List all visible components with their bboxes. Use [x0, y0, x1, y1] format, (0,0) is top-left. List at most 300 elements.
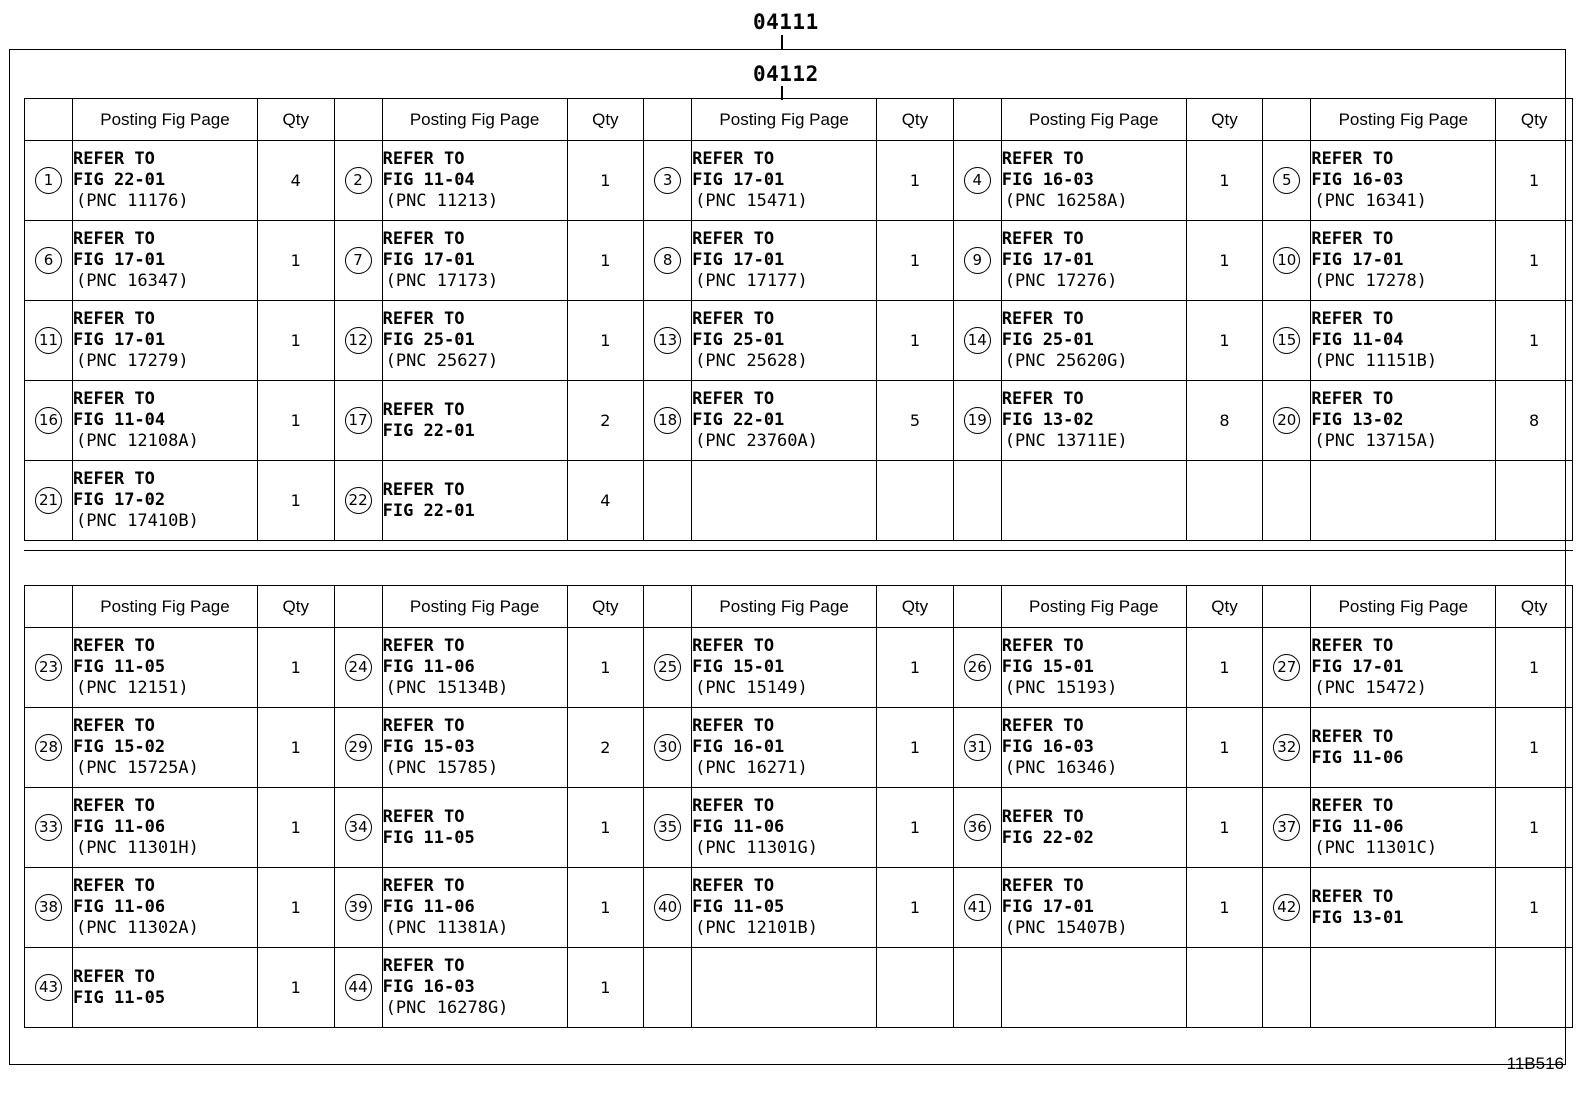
qty-cell: 1	[1186, 868, 1263, 948]
posting-ref-cell	[1001, 708, 1186, 788]
refer-to-text: REFER TO	[382, 956, 465, 976]
label-04111: 04111	[753, 10, 819, 34]
table-row	[25, 708, 1573, 788]
item-number-cell	[644, 788, 692, 868]
item-number-cell	[1263, 461, 1311, 541]
qty-cell: 1	[1496, 868, 1573, 948]
item-number-badge: 44	[345, 974, 372, 1001]
item-number-cell	[1263, 628, 1311, 708]
refer-to-text: REFER TO	[382, 716, 465, 736]
refer-to-text: REFER TO	[1001, 716, 1084, 736]
item-number-badge: 9	[964, 247, 991, 274]
fig-reference: FIG 22-02	[1001, 827, 1094, 848]
item-number-badge: 38	[35, 894, 62, 921]
refer-to-text: REFER TO	[382, 876, 465, 896]
pnc-reference: (PNC 15149)	[695, 678, 808, 698]
header-number-cell	[25, 99, 73, 141]
qty-cell: 1	[877, 788, 954, 868]
qty-cell: 1	[877, 301, 954, 381]
refer-to-text: REFER TO	[692, 149, 775, 169]
refer-to-text: REFER TO	[73, 636, 155, 656]
item-number-badge: 12	[345, 327, 372, 354]
header-number-cell	[644, 99, 692, 141]
item-number-cell	[25, 788, 73, 868]
refer-to-text: REFER TO	[692, 389, 775, 409]
item-number-cell	[644, 141, 692, 221]
refer-to-text: REFER TO	[1311, 149, 1394, 169]
table-row	[25, 948, 1573, 1028]
fig-reference: FIG 11-04	[1311, 330, 1404, 350]
header-number-cell	[1263, 99, 1311, 141]
item-number-badge: 33	[35, 814, 62, 841]
qty-cell: 1	[257, 381, 334, 461]
qty-cell: 8	[1186, 381, 1263, 461]
item-number-badge: 31	[964, 734, 991, 761]
qty-cell	[877, 461, 954, 541]
qty-cell: 1	[1186, 141, 1263, 221]
posting-ref-cell	[1001, 381, 1186, 461]
pnc-reference: (PNC 16346)	[1004, 758, 1118, 778]
item-number-badge: 1	[35, 167, 62, 194]
fig-reference: FIG 17-01	[1311, 657, 1404, 677]
parts-table-upper	[24, 98, 1573, 541]
pnc-reference: (PNC 15193)	[1004, 678, 1118, 698]
posting-ref-cell	[382, 381, 567, 461]
item-number-badge: 39	[345, 894, 372, 921]
fig-reference: FIG 15-01	[692, 657, 785, 677]
refer-to-text: REFER TO	[692, 309, 775, 329]
header-posting-fig-page: Posting Fig Page	[1001, 99, 1186, 141]
table-row	[25, 788, 1573, 868]
parts-table-lower	[24, 585, 1573, 1028]
item-number-cell	[25, 868, 73, 948]
posting-ref-cell	[692, 301, 877, 381]
qty-cell: 1	[1186, 788, 1263, 868]
item-number-cell	[25, 948, 73, 1028]
posting-ref-cell	[692, 628, 877, 708]
qty-cell: 1	[567, 868, 644, 948]
header-posting-fig-page: Posting Fig Page	[382, 99, 567, 141]
fig-reference: FIG 25-01	[1001, 330, 1094, 350]
refer-to-text: REFER TO	[73, 796, 155, 816]
posting-ref-cell	[1311, 141, 1496, 221]
fig-reference: FIG 11-04	[382, 170, 475, 190]
pnc-reference: (PNC 16347)	[76, 271, 189, 291]
refer-to-text: REFER TO	[73, 469, 155, 489]
item-number-badge: 20	[1273, 407, 1300, 434]
header-number-cell	[953, 586, 1001, 628]
refer-to-text: REFER TO	[382, 479, 465, 500]
header-qty: Qty	[567, 586, 644, 628]
item-number-badge: 16	[35, 407, 62, 434]
posting-ref-cell	[73, 628, 258, 708]
pnc-reference: (PNC 11381A)	[385, 918, 509, 938]
pnc-reference: (PNC 11301C)	[1314, 838, 1438, 858]
fig-reference: FIG 17-01	[382, 250, 475, 270]
fig-reference: FIG 17-01	[1001, 250, 1094, 270]
refer-to-text: REFER TO	[73, 716, 155, 736]
header-posting-fig-page: Posting Fig Page	[692, 99, 877, 141]
qty-cell: 1	[257, 461, 334, 541]
posting-ref-cell	[73, 141, 258, 221]
posting-ref-cell	[692, 221, 877, 301]
qty-cell: 1	[1496, 628, 1573, 708]
fig-reference: FIG 13-02	[1311, 410, 1404, 430]
item-number-badge: 36	[964, 814, 991, 841]
item-number-badge: 25	[654, 654, 681, 681]
posting-ref-cell	[1001, 461, 1186, 541]
refer-to-text: REFER TO	[73, 966, 155, 987]
qty-cell: 1	[257, 221, 334, 301]
qty-cell: 1	[567, 301, 644, 381]
posting-ref-cell	[73, 381, 258, 461]
item-number-cell	[644, 628, 692, 708]
item-number-badge: 23	[35, 654, 62, 681]
qty-cell: 1	[1496, 788, 1573, 868]
refer-to-text: REFER TO	[692, 636, 775, 656]
item-number-badge: 32	[1273, 734, 1300, 761]
refer-to-text: REFER TO	[382, 399, 465, 420]
qty-cell: 1	[257, 708, 334, 788]
posting-ref-cell	[73, 221, 258, 301]
posting-ref-cell	[382, 141, 567, 221]
fig-reference: FIG 11-05	[382, 827, 475, 848]
fig-reference: FIG 16-01	[692, 737, 785, 757]
qty-cell: 1	[1186, 301, 1263, 381]
item-number-badge: 3	[654, 167, 681, 194]
qty-cell: 1	[257, 301, 334, 381]
qty-cell: 1	[567, 221, 644, 301]
item-number-badge: 37	[1273, 814, 1300, 841]
item-number-badge: 11	[35, 327, 62, 354]
leader-line-outer	[781, 35, 783, 49]
table-row	[25, 461, 1573, 541]
item-number-badge: 29	[345, 734, 372, 761]
fig-reference: FIG 11-05	[73, 657, 166, 677]
fig-reference: FIG 17-01	[692, 250, 785, 270]
refer-to-text: REFER TO	[1311, 636, 1394, 656]
pnc-reference: (PNC 11176)	[76, 191, 189, 211]
posting-ref-cell	[382, 221, 567, 301]
pnc-reference: (PNC 17279)	[76, 351, 189, 371]
item-number-badge: 18	[654, 407, 681, 434]
posting-ref-cell	[382, 628, 567, 708]
fig-reference: FIG 16-03	[1001, 737, 1094, 757]
item-number-cell	[644, 868, 692, 948]
header-qty: Qty	[257, 586, 334, 628]
refer-to-text: REFER TO	[382, 309, 465, 329]
header-row	[25, 586, 1573, 628]
item-number-cell	[25, 461, 73, 541]
fig-reference: FIG 22-01	[382, 500, 475, 521]
item-number-badge: 14	[964, 327, 991, 354]
pnc-reference: (PNC 15134B)	[385, 678, 509, 698]
posting-ref-cell	[1311, 628, 1496, 708]
header-number-cell	[334, 586, 382, 628]
item-number-cell	[334, 301, 382, 381]
pnc-reference: (PNC 15407B)	[1004, 918, 1128, 938]
refer-to-text: REFER TO	[1001, 309, 1084, 329]
qty-cell	[1496, 948, 1573, 1028]
qty-cell: 1	[1496, 221, 1573, 301]
fig-reference: FIG 13-01	[1311, 907, 1404, 928]
item-number-badge: 43	[35, 974, 62, 1001]
pnc-reference: (PNC 15472)	[1314, 678, 1427, 698]
refer-to-text: REFER TO	[692, 796, 775, 816]
pnc-reference: (PNC 17278)	[1314, 271, 1427, 291]
qty-cell: 1	[257, 628, 334, 708]
posting-ref-cell	[1311, 221, 1496, 301]
posting-ref-cell	[382, 868, 567, 948]
qty-cell: 1	[1496, 708, 1573, 788]
item-number-badge: 5	[1273, 167, 1300, 194]
posting-ref-cell	[382, 948, 567, 1028]
pnc-reference: (PNC 25620G)	[1004, 351, 1128, 371]
header-qty: Qty	[257, 99, 334, 141]
header-number-cell	[953, 99, 1001, 141]
fig-reference: FIG 17-01	[73, 250, 166, 270]
posting-ref-cell	[692, 141, 877, 221]
qty-cell: 2	[567, 708, 644, 788]
label-04112: 04112	[753, 62, 819, 86]
item-number-cell	[25, 301, 73, 381]
posting-ref-cell	[692, 381, 877, 461]
header-posting-fig-page: Posting Fig Page	[1311, 586, 1496, 628]
subassembly-divider	[24, 550, 1573, 551]
fig-reference: FIG 22-01	[692, 410, 785, 430]
posting-ref-cell	[1311, 788, 1496, 868]
fig-reference: FIG 11-05	[73, 987, 166, 1008]
item-number-badge: 26	[964, 654, 991, 681]
posting-ref-cell	[73, 948, 258, 1028]
qty-cell	[1186, 461, 1263, 541]
item-number-badge: 35	[654, 814, 681, 841]
refer-to-text: REFER TO	[1311, 726, 1394, 747]
qty-cell: 1	[877, 708, 954, 788]
table-row	[25, 221, 1573, 301]
fig-reference: FIG 15-03	[382, 737, 475, 757]
fig-reference: FIG 25-01	[692, 330, 785, 350]
header-qty: Qty	[1496, 586, 1573, 628]
pnc-reference: (PNC 15725A)	[76, 758, 199, 778]
header-qty: Qty	[567, 99, 644, 141]
header-number-cell	[334, 99, 382, 141]
pnc-reference: (PNC 16271)	[695, 758, 808, 778]
item-number-cell	[953, 948, 1001, 1028]
fig-reference: FIG 11-06	[73, 817, 166, 837]
posting-ref-cell	[73, 788, 258, 868]
refer-to-text: REFER TO	[1001, 876, 1084, 896]
posting-ref-cell	[692, 788, 877, 868]
item-number-badge: 34	[345, 814, 372, 841]
posting-ref-cell	[1001, 788, 1186, 868]
item-number-cell	[1263, 381, 1311, 461]
item-number-cell	[1263, 141, 1311, 221]
fig-reference: FIG 16-03	[382, 977, 475, 997]
item-number-badge: 7	[345, 247, 372, 274]
item-number-cell	[953, 301, 1001, 381]
fig-reference: FIG 11-06	[692, 817, 785, 837]
fig-reference: FIG 11-04	[73, 410, 166, 430]
posting-ref-cell	[1001, 628, 1186, 708]
header-posting-fig-page: Posting Fig Page	[1001, 586, 1186, 628]
item-number-cell	[25, 141, 73, 221]
item-number-cell	[334, 141, 382, 221]
qty-cell: 1	[877, 141, 954, 221]
item-number-cell	[334, 788, 382, 868]
item-number-cell	[25, 221, 73, 301]
refer-to-text: REFER TO	[692, 716, 775, 736]
item-number-badge: 27	[1273, 654, 1300, 681]
qty-cell: 1	[1186, 221, 1263, 301]
header-qty: Qty	[1186, 99, 1263, 141]
qty-cell: 1	[1186, 708, 1263, 788]
item-number-cell	[25, 708, 73, 788]
header-number-cell	[644, 586, 692, 628]
item-number-badge: 13	[654, 327, 681, 354]
item-number-cell	[644, 221, 692, 301]
fig-reference: FIG 17-01	[1311, 250, 1404, 270]
pnc-reference: (PNC 12108A)	[76, 431, 199, 451]
item-number-cell	[644, 708, 692, 788]
item-number-cell	[1263, 788, 1311, 868]
item-number-badge: 24	[345, 654, 372, 681]
refer-to-text: REFER TO	[382, 636, 465, 656]
item-number-cell	[25, 628, 73, 708]
qty-cell: 8	[1496, 381, 1573, 461]
posting-ref-cell	[1311, 868, 1496, 948]
item-number-badge: 10	[1273, 247, 1300, 274]
pnc-reference: (PNC 11151B)	[1314, 351, 1438, 371]
fig-reference: FIG 22-01	[382, 420, 475, 441]
pnc-reference: (PNC 13711E)	[1004, 431, 1128, 451]
item-number-cell	[25, 381, 73, 461]
item-number-badge: 28	[35, 734, 62, 761]
refer-to-text: REFER TO	[73, 309, 155, 329]
fig-reference: FIG 16-03	[1311, 170, 1404, 190]
posting-ref-cell	[1311, 708, 1496, 788]
pnc-reference: (PNC 17410B)	[76, 511, 199, 531]
refer-to-text: REFER TO	[1001, 389, 1084, 409]
posting-ref-cell	[382, 461, 567, 541]
fig-reference: FIG 17-01	[1001, 897, 1094, 917]
qty-cell: 1	[257, 788, 334, 868]
posting-ref-cell	[692, 948, 877, 1028]
item-number-badge: 40	[654, 894, 681, 921]
posting-ref-cell	[382, 301, 567, 381]
pnc-reference: (PNC 16341)	[1314, 191, 1427, 211]
refer-to-text: REFER TO	[1311, 886, 1394, 907]
qty-cell: 1	[1496, 141, 1573, 221]
qty-cell: 1	[567, 788, 644, 868]
refer-to-text: REFER TO	[1001, 636, 1084, 656]
posting-ref-cell	[73, 461, 258, 541]
pnc-reference: (PNC 12151)	[76, 678, 189, 698]
item-number-cell	[1263, 948, 1311, 1028]
table-row	[25, 628, 1573, 708]
fig-reference: FIG 11-06	[73, 897, 166, 917]
item-number-badge: 15	[1273, 327, 1300, 354]
fig-reference: FIG 11-05	[692, 897, 785, 917]
header-number-cell	[1263, 586, 1311, 628]
header-qty: Qty	[1496, 99, 1573, 141]
table-row	[25, 301, 1573, 381]
table-row	[25, 868, 1573, 948]
posting-ref-cell	[382, 708, 567, 788]
header-qty: Qty	[1186, 586, 1263, 628]
pnc-reference: (PNC 12101B)	[695, 918, 818, 938]
fig-reference: FIG 16-03	[1001, 170, 1094, 190]
pnc-reference: (PNC 16278G)	[385, 998, 509, 1018]
item-number-cell	[644, 301, 692, 381]
refer-to-text: REFER TO	[1311, 229, 1394, 249]
qty-cell: 1	[1496, 301, 1573, 381]
posting-ref-cell	[1001, 221, 1186, 301]
item-number-cell	[953, 461, 1001, 541]
item-number-cell	[334, 708, 382, 788]
pnc-reference: (PNC 15785)	[385, 758, 499, 778]
item-number-cell	[953, 788, 1001, 868]
qty-cell	[1496, 461, 1573, 541]
item-number-cell	[334, 628, 382, 708]
qty-cell: 4	[567, 461, 644, 541]
qty-cell: 5	[877, 381, 954, 461]
qty-cell: 1	[877, 221, 954, 301]
item-number-cell	[334, 381, 382, 461]
item-number-badge: 42	[1273, 894, 1300, 921]
table-row	[25, 381, 1573, 461]
qty-cell: 4	[257, 141, 334, 221]
posting-ref-cell	[1001, 948, 1186, 1028]
header-number-cell	[25, 586, 73, 628]
refer-to-text: REFER TO	[1001, 806, 1084, 827]
pnc-reference: (PNC 25628)	[695, 351, 808, 371]
pnc-reference: (PNC 17276)	[1004, 271, 1118, 291]
illustration-code: 11B516	[1506, 1054, 1564, 1073]
posting-ref-cell	[73, 708, 258, 788]
posting-ref-cell	[692, 868, 877, 948]
refer-to-text: REFER TO	[73, 149, 155, 169]
posting-ref-cell	[692, 461, 877, 541]
fig-reference: FIG 11-06	[1311, 747, 1404, 768]
fig-reference: FIG 17-01	[73, 330, 166, 350]
item-number-badge: 8	[654, 247, 681, 274]
item-number-cell	[644, 381, 692, 461]
posting-ref-cell	[1311, 461, 1496, 541]
item-number-badge: 30	[654, 734, 681, 761]
refer-to-text: REFER TO	[1311, 796, 1394, 816]
item-number-cell	[334, 948, 382, 1028]
refer-to-text: REFER TO	[692, 229, 775, 249]
fig-reference: FIG 11-06	[382, 657, 475, 677]
pnc-reference: (PNC 17177)	[695, 271, 808, 291]
pnc-reference: (PNC 16258A)	[1004, 191, 1128, 211]
header-qty: Qty	[877, 99, 954, 141]
refer-to-text: REFER TO	[73, 876, 155, 896]
qty-cell	[1186, 948, 1263, 1028]
posting-ref-cell	[1001, 868, 1186, 948]
pnc-reference: (PNC 13715A)	[1314, 431, 1438, 451]
posting-ref-cell	[1001, 141, 1186, 221]
fig-reference: FIG 17-01	[692, 170, 785, 190]
item-number-cell	[644, 948, 692, 1028]
posting-ref-cell	[692, 708, 877, 788]
pnc-reference: (PNC 11301G)	[695, 838, 818, 858]
item-number-badge: 4	[964, 167, 991, 194]
posting-ref-cell	[73, 301, 258, 381]
qty-cell	[877, 948, 954, 1028]
header-row	[25, 99, 1573, 141]
